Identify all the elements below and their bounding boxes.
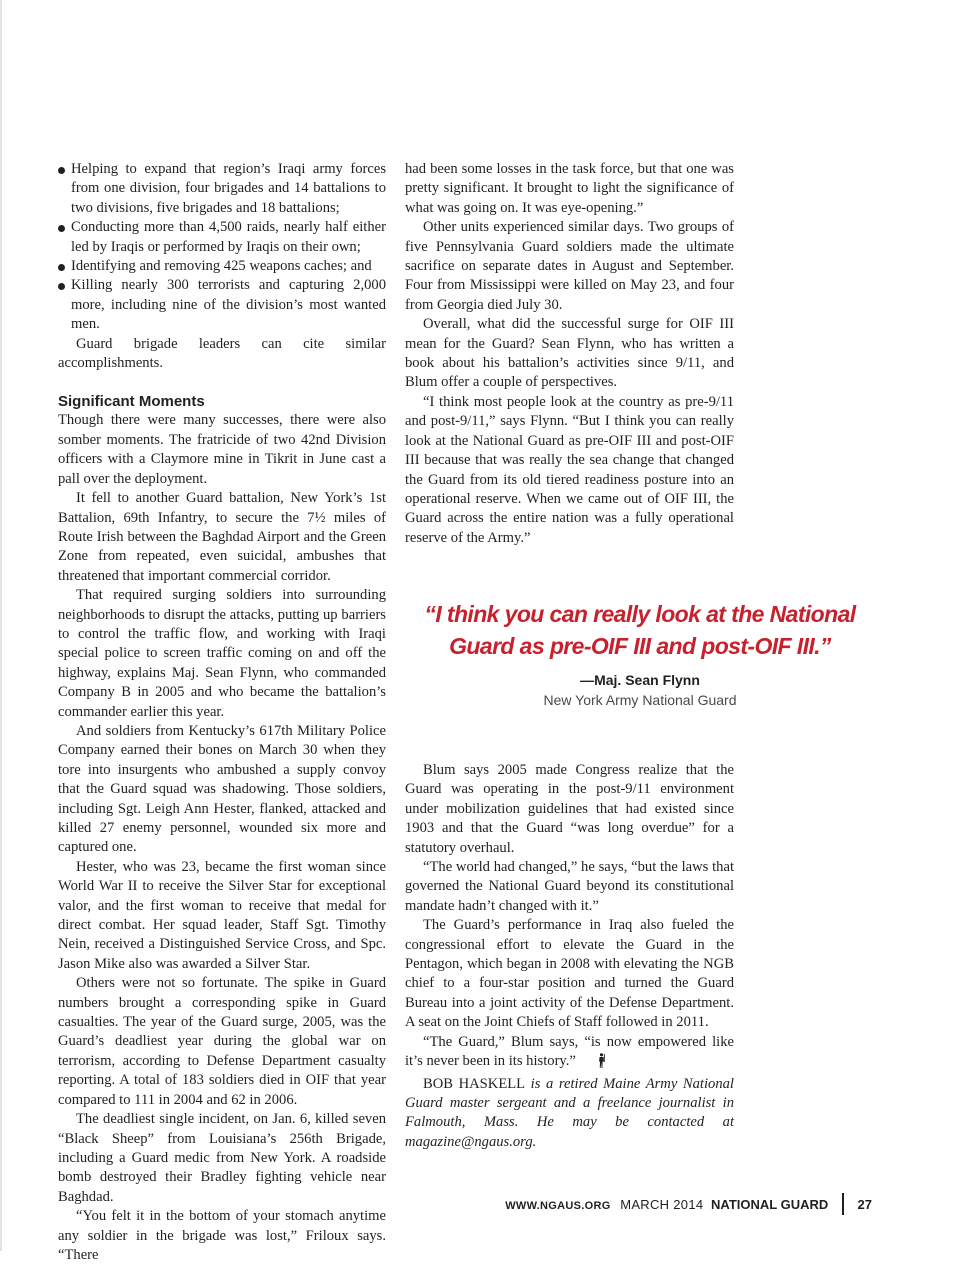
body-paragraph: Other units experienced similar days. Two groups of five Pennsylvania Guard soldiers made the ultimate sacrifice on separate dates in August and September. Four from Mississippi were killed on May 23, and four from Georgia died July 30. [405,219,734,313]
footer-magazine-title: NATIONAL GUARD [711,1197,829,1212]
page-number: 27 [857,1197,872,1212]
right-column-top [405,160,734,548]
closing-quote: “The Guard,” Blum says, “is now empowered like it’s never been in its history.” [405,1033,734,1070]
minuteman-icon [579,1053,606,1074]
section-subhead: Significant Moments [58,393,205,411]
pull-quote-text [405,598,875,662]
page-edge [0,0,2,1251]
author-name: BOB HASKELL [423,1075,526,1092]
body-paragraph: Guard brigade leaders can cite similar accomplishments. [58,335,386,372]
body-paragraph: The Guard’s performance in Iraq also fueled the congressional effort to elevate the Guard in the Pentagon, which began in 2008 with elevating the NGB chief to a four-star position and turned the Guard Bureau into a joint activity of the Defense Department. A seat on the Joint Chiefs of Staff followed in 2011. [405,917,734,1031]
body-paragraph: Hester, who was 23, became the first woman since World War II to receive the Silver Star for exceptional valor, and the first woman to receive that medal for direct combat. Her squad leader, Staff Sgt. Timothy Nein, received a Distinguished Service Cross, and Spc. Jason Mike also was awarded a Silver Star. [58,858,386,972]
list-item: Killing nearly 300 terrorists and capturing 2,000 more, including nine of the division’s most wanted men. [58,276,386,334]
pull-quote-organization: New York Army National Guard [543,692,737,708]
body-paragraph: “I think most people look at the country as pre-9/11 and post-9/11,” says Flynn. “But I think you can really look at the National Guard as pre-OIF III and post-OIF III because that was really the sea change that changed the Guard from its old tiered readiness posture into an operational reserve. When we came out of OIF III, the Guard across the entire nation was a fully operational reserve of the Army.” [405,393,734,546]
list-item: Identifying and removing 425 weapons caches; and [58,257,386,276]
footer-divider [842,1193,844,1215]
body-paragraph: Blum says 2005 made Congress realize that the Guard was operating in the post-9/11 environment under mobilization guidelines that had existed since 1903 and that the Guard “was long overdue” for a statutory overhaul. [405,762,734,856]
accomplishments-list [58,160,386,335]
left-column [58,160,386,1265]
body-paragraph [405,1033,734,1075]
author-bio-text: is a retired Maine Army National Guard master sergeant and a freelance journalist in Falmouth, Mass. He may be contacted at magazine@ngaus.org. [405,1075,734,1150]
footer-url[interactable]: WWW.NGAUS.ORG [505,1200,611,1212]
body-paragraph: “The world had changed,” he says, “but the laws that governed the National Guard beyond its constitutional mandate hadn’t changed with it.” [405,859,734,914]
right-column-bottom [405,761,734,1152]
body-paragraph: It fell to another Guard battalion, New York’s 1st Battalion, 69th Infantry, to secure the 7½ miles of Route Irish between the Baghdad Airport and the Green Zone from repeated, even suicidal, ambushes that threatened that important commercial corridor. [58,490,386,584]
body-paragraph: The deadliest single incident, on Jan. 6, killed seven “Black Sheep” from Louisiana’s 256th Brigade, including a Guard medic from New York. A roadside bomb destroyed their Bradley fighting vehicle near Baghdad. [58,1111,386,1205]
pull-quote-attribution: —Maj. Sean Flynn [580,672,700,688]
body-paragraph: had been some losses in the task force, but that one was pretty significant. It brought to light the significance of what was going on. It was eye-opening.” [405,161,734,216]
page-footer [505,1193,872,1217]
body-paragraph: Others were not so fortunate. The spike in Guard numbers brought a corresponding spike in Guard casualties. The year of the Guard surge, 2005, was the Guard’s deadliest year during the global war on terrorism, according to Defense Department casualty reporting. A total of 183 soldiers died in OIF that year compared to 111 in 2004 and 62 in 2006. [58,975,386,1108]
body-paragraph: Though there were many successes, there were also somber moments. The fratricide of two 42nd Division officers with a Claymore mine in Tikrit in June cast a pall over the deployment. [58,412,386,487]
pull-quote-line: “I think you can really look at the National [424,601,856,627]
list-item: Helping to expand that region’s Iraqi army forces from one division, four brigades and 14 battalions to two divisions, five brigades and 18 battalions; [58,160,386,218]
pull-quote-line: Guard as pre-OIF III and post-OIF III.” [449,633,831,659]
list-item: Conducting more than 4,500 raids, nearly half either led by Iraqis or performed by Iraqis on their own; [58,218,386,257]
body-paragraph: That required surging soldiers into surrounding neighborhoods to disrupt the attacks, putting up barriers to control the traffic flow, and working with Iraqi special police to screen traffic coming on and off the highway, explains Maj. Sean Flynn, who commanded Company B in 2005 and who became the battalion’s commander earlier this year. [58,587,386,720]
body-paragraph: “You felt it in the bottom of your stomach anytime any soldier in the brigade was lost,” Friloux says. “There [58,1208,386,1263]
body-paragraph: Overall, what did the successful surge for OIF III mean for the Guard? Sean Flynn, who has written a book about his battalion’s activities since 9/11, and Blum offer a couple of perspectives. [405,316,734,391]
footer-date: MARCH 2014 [620,1197,704,1212]
body-paragraph: And soldiers from Kentucky’s 617th Military Police Company earned their bones on March 30 when they tore into insurgents who ambushed a supply convoy that the Guard squad was shadowing. Those soldiers, including Sgt. Leigh Ann Hester, flanked, attacked and killed 27 enemy personnel, wounded six more and captured one. [58,722,386,856]
pull-quote [405,598,875,710]
author-bio [405,1075,734,1153]
